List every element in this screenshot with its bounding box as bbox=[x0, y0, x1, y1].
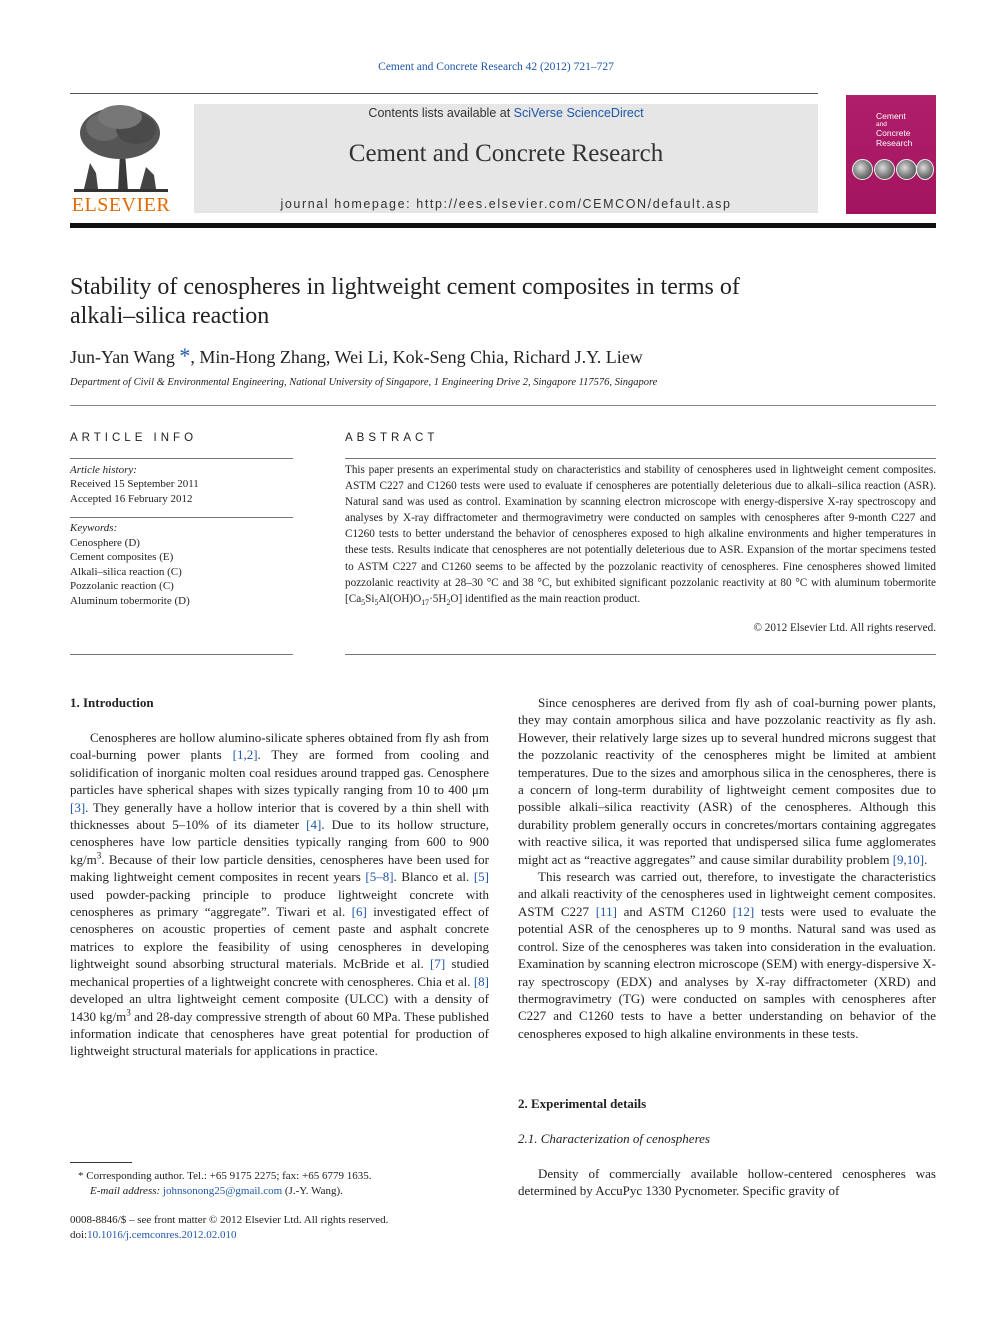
abstract-text bbox=[345, 462, 936, 607]
cover-title-line: Cement bbox=[876, 111, 906, 121]
footnote-rule bbox=[70, 1162, 132, 1163]
reference-link[interactable]: [7] bbox=[429, 956, 446, 972]
keyword-item: Aluminum tobermorite (D) bbox=[70, 594, 190, 607]
author-1: Jun-Yan Wang bbox=[70, 347, 175, 367]
journal-name: Cement and Concrete Research bbox=[348, 140, 664, 167]
keyword-item: Pozzolanic reaction (C) bbox=[70, 580, 174, 592]
text: and ASTM C1260 bbox=[616, 903, 733, 919]
issn-line: 0008-8846/$ – see front matter © 2012 Elsevier Ltd. All rights reserved. bbox=[70, 1214, 389, 1226]
text: . Blanco et al. bbox=[393, 869, 474, 885]
intro-paragraph-1 bbox=[70, 729, 489, 1060]
doi-link[interactable]: 10.1016/j.cemconres.2012.02.010 bbox=[87, 1229, 237, 1241]
abstract-end: O] identified as the main reaction product. bbox=[450, 592, 641, 605]
text: This research was carried out, therefore, to investigate the characteristics and alkali reactivity of the cenospheres used in lightweight cement composites. ASTM C227 bbox=[518, 869, 936, 919]
article-info-heading: ARTICLE INFO bbox=[70, 432, 198, 444]
email-label: E-mail address: bbox=[90, 1185, 161, 1197]
text: . Because of their low particle densities, cenospheres have been used for making lightweight cement composites in recent years bbox=[70, 851, 489, 885]
keyword-item: Alkali–silica reaction (C) bbox=[70, 565, 182, 578]
contents-line bbox=[194, 106, 818, 120]
abstract-body: This paper presents an experimental study on characteristics and stability of cenospheres used in lightweight cement composites. ASTM C227 and C1260 tests were used to evaluate if cenospheres are potentially deleterious due to alkali–silica reaction (ASR). Natural sand was used as control. Examination by scanning electron microscope with energy-dispersive X-ray spectroscopy and analyses by X-ray diffractometer and thermogravimetry were conducted on samples with cenospheres after 9-month C227 and C1260 tests to better understand the behavior of cenospheres exposed to high alkaline environments and higher temperatures in these tests. Results indicate that cenospheres are not potentially deleterious due to ASR. Expansion of the mortar specimens tested to ASTM C227 and C1260 seems to be affected by the pozzolanic reactivity of cenospheres. Fine cenospheres showed limited pozzolanic reactivity at 28–30 °C and 38 °C, but exhibited significant pozzolanic reactivity at 80 °C with aluminum tobermorite [ bbox=[345, 464, 936, 605]
info-rule-mid bbox=[70, 517, 293, 518]
author-list bbox=[70, 343, 930, 369]
journal-citation[interactable]: Cement and Concrete Research 42 (2012) 721–727 bbox=[378, 61, 614, 73]
keywords-label: Keywords: bbox=[70, 522, 118, 534]
reference-link[interactable]: [4] bbox=[306, 817, 322, 833]
front-matter bbox=[70, 1213, 489, 1243]
subsection-heading-characterization: 2.1. Characterization of cenospheres bbox=[518, 1131, 710, 1146]
formula-subscript: 5 bbox=[361, 597, 366, 607]
keywords bbox=[70, 521, 293, 608]
text: investigated effect of cenospheres on acoustic properties of cement paste and asphalt concrete matrices to explore the feasibility of using cenospheres in developing lightweight sound absorbing structural materials. McBride et al. bbox=[70, 904, 489, 972]
reference-link[interactable]: [1,2] bbox=[232, 747, 258, 763]
section-heading-introduction: 1. Introduction bbox=[70, 695, 154, 710]
reference-link[interactable]: [5] bbox=[473, 869, 489, 885]
cover-title-line: Research bbox=[876, 138, 913, 148]
footnote-star: * bbox=[78, 1170, 84, 1182]
superscript: 3 bbox=[96, 850, 102, 861]
email-link[interactable]: johnsonong25@gmail.com bbox=[162, 1185, 283, 1197]
text: . They generally have a hollow interior that is covered by a thin shell with thicknesses about 5–10% of its diameter bbox=[70, 799, 489, 833]
text: . Due to its hollow structure, cenospheres have low particle densities typically ranging from 600 to 900 kg/m bbox=[70, 817, 489, 867]
text: Density of commercially available hollow-centered cenospheres was determined by AccuPyc 1330 Pycnometer. Specific gravity of bbox=[518, 1166, 936, 1199]
formula-subscript: 17 bbox=[421, 597, 430, 607]
text: studied mechanical properties of a lightweight concrete with cenospheres. Chia et al. bbox=[70, 956, 489, 989]
header-top-rule bbox=[70, 93, 818, 94]
text: Cenospheres are hollow alumino-silicate spheres obtained from fly ash from coal-burning power plants bbox=[70, 730, 489, 763]
accepted-date: Accepted 16 February 2012 bbox=[70, 492, 193, 505]
formula-part: ·5H bbox=[429, 592, 447, 605]
abstract-rule-top bbox=[345, 458, 936, 459]
reference-link[interactable]: [3] bbox=[70, 799, 86, 815]
sciencedirect-link[interactable]: SciVerse ScienceDirect bbox=[513, 106, 644, 120]
title-line-1: Stability of cenospheres in lightweight cement composites in terms of bbox=[70, 274, 740, 300]
footnote-contact: Corresponding author. Tel.: +65 9175 2275; fax: +65 6779 1635. bbox=[83, 1170, 372, 1182]
text: . They are formed from cooling and solidification of inorganic molten coal residues around trapped gas. Cenosphere particles have spherical shapes with sizes typically ranging from 10 to 400 μm bbox=[70, 747, 489, 798]
cover-title bbox=[876, 111, 936, 148]
corresponding-author-footnote bbox=[70, 1169, 489, 1199]
formula-subscript: 5 bbox=[374, 597, 379, 607]
reference-link[interactable]: [8] bbox=[473, 973, 489, 989]
email-owner: (J.-Y. Wang). bbox=[282, 1185, 343, 1197]
keyword-item: Cenosphere (D) bbox=[70, 536, 140, 549]
reference-link[interactable]: [9,10] bbox=[892, 851, 925, 867]
formula-part: Al(OH)O bbox=[378, 592, 422, 605]
abstract-copyright: © 2012 Elsevier Ltd. All rights reserved. bbox=[753, 622, 936, 634]
affiliation-rule bbox=[70, 405, 936, 406]
text: developed an ultra lightweight cement composite (ULCC) with a density of 1430 kg/m bbox=[70, 991, 489, 1024]
authors-rest: , Min-Hong Zhang, Wei Li, Kok-Seng Chia, Richard J.Y. Liew bbox=[190, 347, 643, 367]
formula-subscript: 2 bbox=[446, 597, 451, 607]
reference-link[interactable]: [12] bbox=[732, 903, 755, 919]
cover-title-line: Concrete bbox=[876, 128, 911, 138]
info-rule-top bbox=[70, 458, 293, 459]
experimental-paragraph-1 bbox=[518, 1165, 936, 1200]
intro-paragraph-3 bbox=[518, 868, 936, 1042]
abstract-rule-bottom bbox=[345, 654, 936, 655]
affiliation: Department of Civil & Environmental Engineering, National University of Singapore, 1 Engineering Drive 2, Singapore 117576, Singapore bbox=[70, 377, 658, 388]
doi-label: doi: bbox=[70, 1229, 88, 1241]
info-rule-bottom bbox=[70, 654, 293, 655]
header-bottom-rule bbox=[70, 223, 936, 228]
contents-prefix: Contents lists available at bbox=[368, 106, 514, 120]
abstract-heading: ABSTRACT bbox=[345, 432, 439, 444]
text: used powder-packing principle to produce lightweight concrete with cenospheres as primary “aggregate”. Tiwari et al. bbox=[70, 886, 489, 920]
formula-part: Ca bbox=[348, 592, 362, 605]
title-line-2: alkali–silica reaction bbox=[70, 303, 270, 329]
superscript: 3 bbox=[126, 1007, 131, 1018]
corresponding-author-star[interactable]: * bbox=[179, 343, 191, 368]
publisher-wordmark: ELSEVIER bbox=[71, 194, 171, 216]
text: and 28-day compressive strength of about 60 MPa. These published information indicate that cenospheres have great potential for production of lightweight structural materials for applications in practice. bbox=[70, 1008, 489, 1059]
cover-title-line: and bbox=[876, 121, 887, 128]
reference-link[interactable]: [5–8] bbox=[365, 869, 394, 885]
cover-disc-3 bbox=[896, 159, 917, 180]
text: . bbox=[924, 851, 928, 867]
cover-disc-4 bbox=[916, 159, 934, 180]
journal-homepage[interactable]: journal homepage: http://ees.elsevier.com/CEMCON/default.asp bbox=[280, 197, 732, 211]
reference-link[interactable]: [11] bbox=[595, 903, 617, 919]
cover-disc-1 bbox=[852, 159, 873, 180]
section-heading-experimental: 2. Experimental details bbox=[518, 1096, 647, 1111]
intro-paragraph-2 bbox=[518, 694, 936, 868]
history-label: Article history: bbox=[70, 464, 137, 476]
article-history bbox=[70, 463, 293, 506]
formula-part: Si bbox=[365, 592, 375, 605]
reference-link[interactable]: [6] bbox=[351, 904, 367, 920]
text: Since cenospheres are derived from fly ash of coal-burning power plants, they may contain amorphous silica and have pozzolanic reactivity as fly ash. However, their relatively large sizes up to several hundred microns suggest that the pozzolanic reactivity of the cenospheres might be limited at ambient temperatures. Due to the sizes and amorphous silica in the cenospheres, there is a concern of long-term durability of lightweight cement composites due to possible alkali–silica reactivity (ASR) of the cenospheres. Although this durability problem generally occurs in concretes/mortars containing aggregates with reactive silica, it was reported that undispersed silica fume agglomerates might act as “reactive aggregates” and cause similar durability problem bbox=[518, 695, 936, 867]
keyword-item: Cement composites (E) bbox=[70, 551, 174, 563]
paper-title bbox=[70, 273, 930, 331]
text: tests were used to evaluate the potential ASR of the cenospheres up to 9 months. Natural sand was used as control. Size of the cenospheres was taken into consideration in the evaluation. Examination by scanning electron microscope (SEM) with energy-dispersive X-ray spectroscopy (EDX) and analyses by X-ray diffractometer (XRD) and thermogravimetry (TG) were conducted on samples with cenospheres after C227 and C1260 tests to have a better understanding on behavior of the cenospheres exposed to high alkaline environments in these tests. bbox=[518, 903, 937, 1041]
cover-disc-2 bbox=[874, 159, 895, 180]
intro-right-column bbox=[518, 694, 936, 1042]
received-date: Received 15 September 2011 bbox=[70, 478, 199, 491]
